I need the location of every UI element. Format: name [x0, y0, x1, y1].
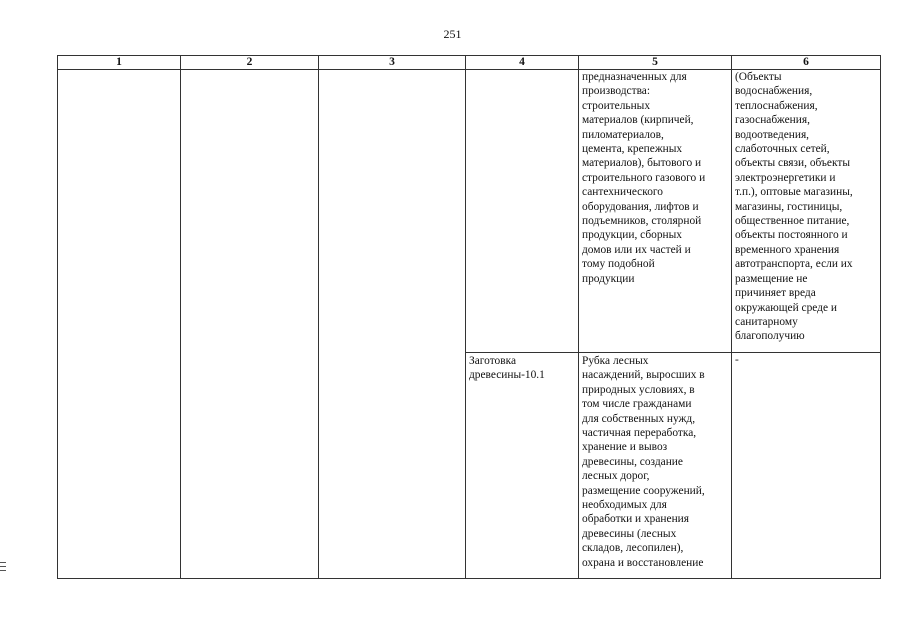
- cell-col-5: Рубка лесных насаждений, выросших в природных условиях, в том числе гражданами для собственных нужд, частичная переработка, хранение и вывоз древесины, создание лесных дорог, размещение сооружений, необходимых для обработки и хранения древесины (лесных складов, лесопилен), охрана и восстановление: [579, 353, 732, 579]
- header-col-1: 1: [58, 56, 181, 70]
- cell-col-2: [181, 70, 319, 579]
- cell-col-3: [319, 70, 466, 579]
- page-number: 251: [443, 27, 462, 41]
- land-use-table: [57, 55, 881, 579]
- header-row: [58, 56, 881, 70]
- header-col-2: 2: [181, 56, 319, 70]
- cell-col-4: [466, 70, 579, 353]
- header-col-6: 6: [732, 56, 881, 70]
- cell-col-5: предназначенных для производства: строительных материалов (кирпичей, пиломатериалов, цемента, крепежных материалов), бытового и строительного газового и сантехнического оборудования, лифтов и подъемников, столярной продукции, сборных домов или их частей и тому подобной продукции: [579, 70, 732, 353]
- cell-col-1: [58, 70, 181, 579]
- header-col-3: 3: [319, 56, 466, 70]
- header-col-5: 5: [579, 56, 732, 70]
- cell-col-6: (Объекты водоснабжения, теплоснабжения, газоснабжения, водоотведения, слаботочных сетей, объекты связи, объекты электроэнергетики и т.п.), оптовые магазины, магазины, гостиницы, общественное питание, объекты постоянного и временного хранения автотранспорта, если их размещение не причиняет вреда окружающей среде и санитарному благополучию: [732, 70, 881, 353]
- cell-col-6: -: [732, 353, 881, 579]
- cell-col-4: Заготовка древесины-10.1: [466, 353, 579, 579]
- header-col-4: 4: [466, 56, 579, 70]
- table-row: [58, 70, 881, 353]
- margin-scan-mark: [0, 562, 6, 576]
